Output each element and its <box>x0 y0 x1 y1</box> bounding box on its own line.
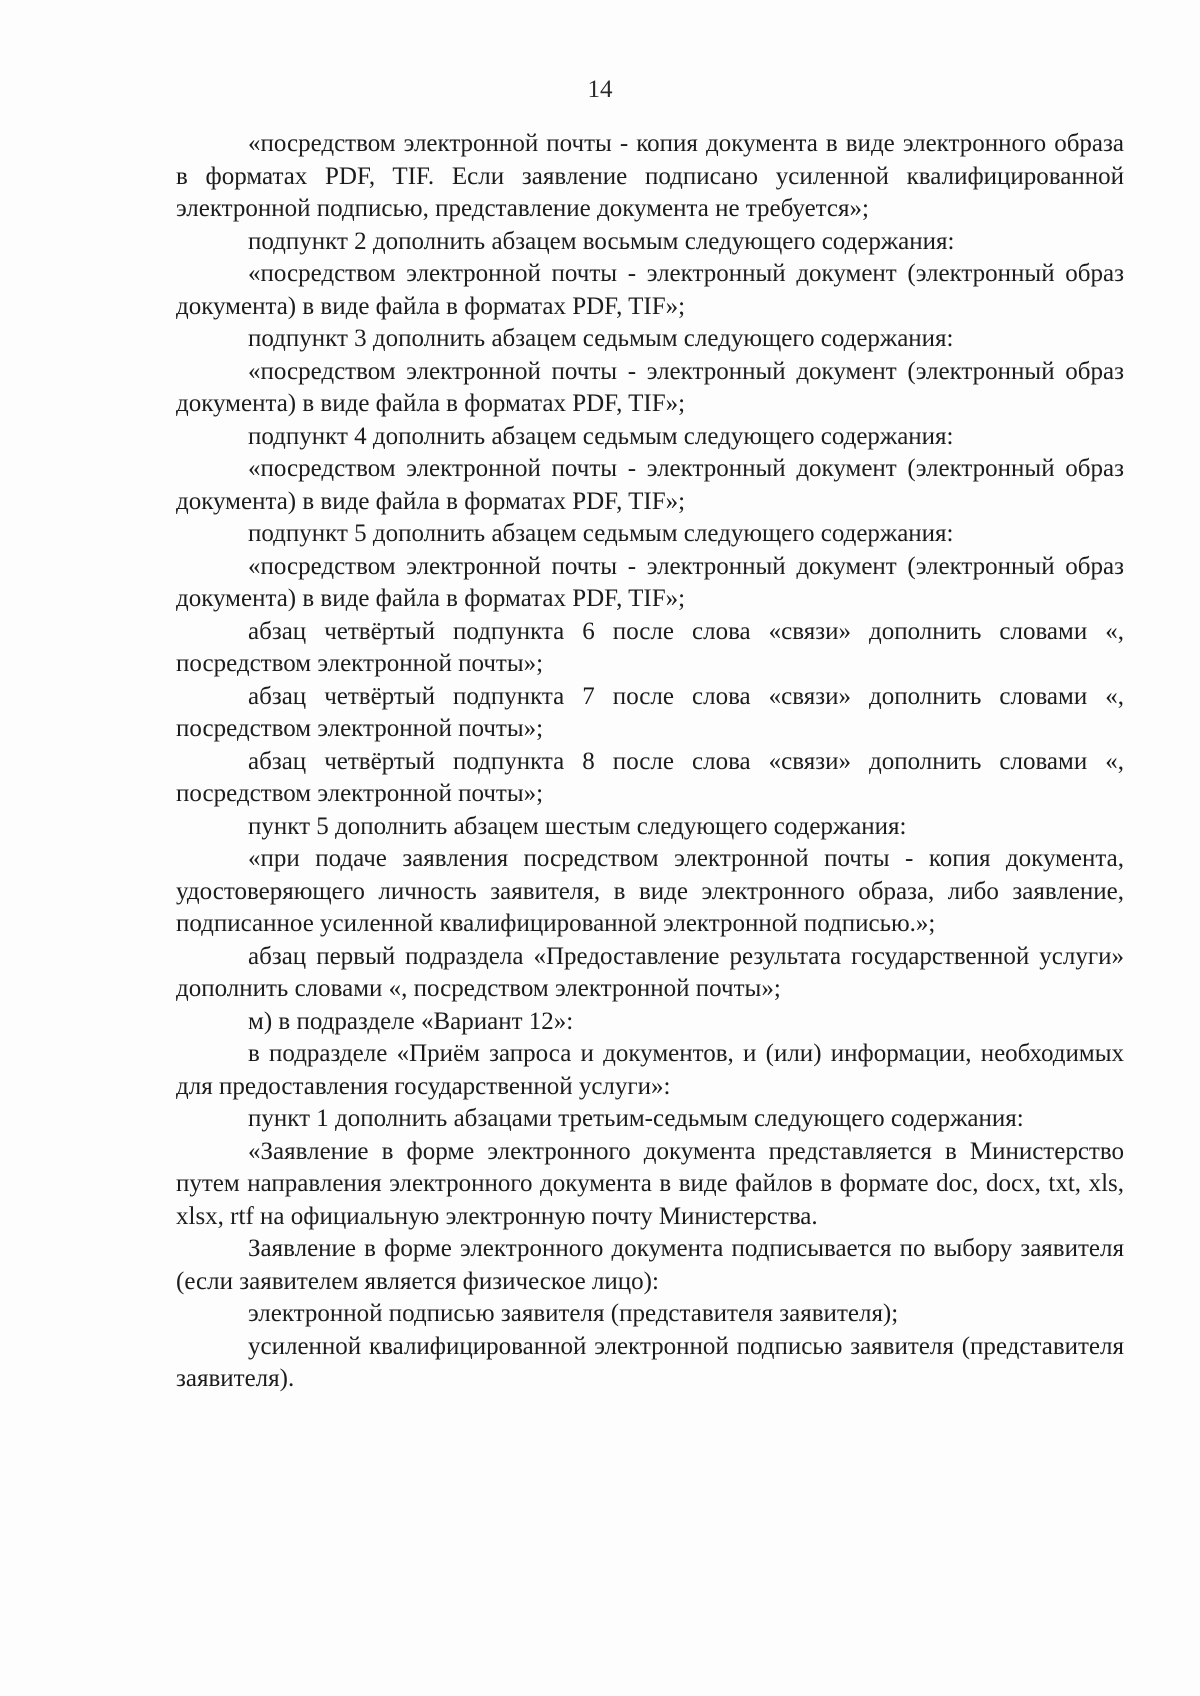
paragraph: пункт 5 дополнить абзацем шестым следующего содержания: <box>248 812 907 840</box>
paragraph: «посредством электронной почты - электронный документ (электронный образ документа) в виде файла в форматах PDF, TIF»; <box>176 552 1124 612</box>
page-number: 14 <box>587 76 613 103</box>
paragraph: «посредством электронной почты - электронный документ (электронный образ документа) в виде файла в форматах PDF, TIF»; <box>176 260 1124 320</box>
paragraph: электронной подписью заявителя (представителя заявителя); <box>248 1300 899 1327</box>
paragraph: усиленной квалифицированной электронной подписью заявителя (представителя заявителя). <box>176 1332 1124 1392</box>
paragraph: «посредством электронной почты - электронный документ (электронный образ документа) в виде файла в форматах PDF, TIF»; <box>176 455 1124 515</box>
paragraph: подпункт 4 дополнить абзацем седьмым следующего содержания: <box>248 422 954 450</box>
document-body <box>176 128 1124 1396</box>
paragraph: абзац первый подраздела «Предоставление результата государственной услуги» дополнить словами «, посредством электронной почты»; <box>176 942 1124 1002</box>
paragraph: «посредством электронной почты - копия документа в виде электронного образа в форматах PDF, TIF. Если заявление подписано усиленной квалифицированной электронной подписью, представление документа не требуется»; <box>176 130 1124 222</box>
paragraph: абзац четвёртый подпункта 6 после слова «связи» дополнить словами «, посредством электронной почты»; <box>176 617 1124 677</box>
paragraph: абзац четвёртый подпункта 7 после слова «связи» дополнить словами «, посредством электронной почты»; <box>176 682 1124 742</box>
paragraph: подпункт 5 дополнить абзацем седьмым следующего содержания: <box>248 520 954 547</box>
paragraph: подпункт 2 дополнить абзацем восьмым следующего содержания: <box>248 227 955 255</box>
paragraph: «при подаче заявления посредством электронной почты - копия документа, удостоверяющего личность заявителя, в виде электронного образа, либо заявление, подписанное усиленной квалифицированной электронной подписью.»; <box>176 845 1124 937</box>
paragraph: «посредством электронной почты - электронный документ (электронный образ документа) в виде файла в форматах PDF, TIF»; <box>176 357 1124 417</box>
paragraph: в подразделе «Приём запроса и документов, и (или) информации, необходимых для предоставления государственной услуги»: <box>176 1040 1124 1100</box>
paragraph: пункт 1 дополнить абзацами третьим-седьмым следующего содержания: <box>248 1105 1024 1132</box>
paragraph: Заявление в форме электронного документа подписывается по выбору заявителя (если заявителем является физическое лицо): <box>176 1235 1124 1295</box>
paragraph: «Заявление в форме электронного документа представляется в Министерство путем направления электронного документа в виде файлов в формате doc, docx, txt, xls, xlsx, rtf на официальную электронную почту Министерства. <box>176 1137 1124 1230</box>
paragraph: подпункт 3 дополнить абзацем седьмым следующего содержания: <box>248 325 954 352</box>
paragraph: абзац четвёртый подпункта 8 после слова «связи» дополнить словами «, посредством электронной почты»; <box>176 747 1124 807</box>
paragraph: м) в подразделе «Вариант 12»: <box>248 1007 574 1035</box>
